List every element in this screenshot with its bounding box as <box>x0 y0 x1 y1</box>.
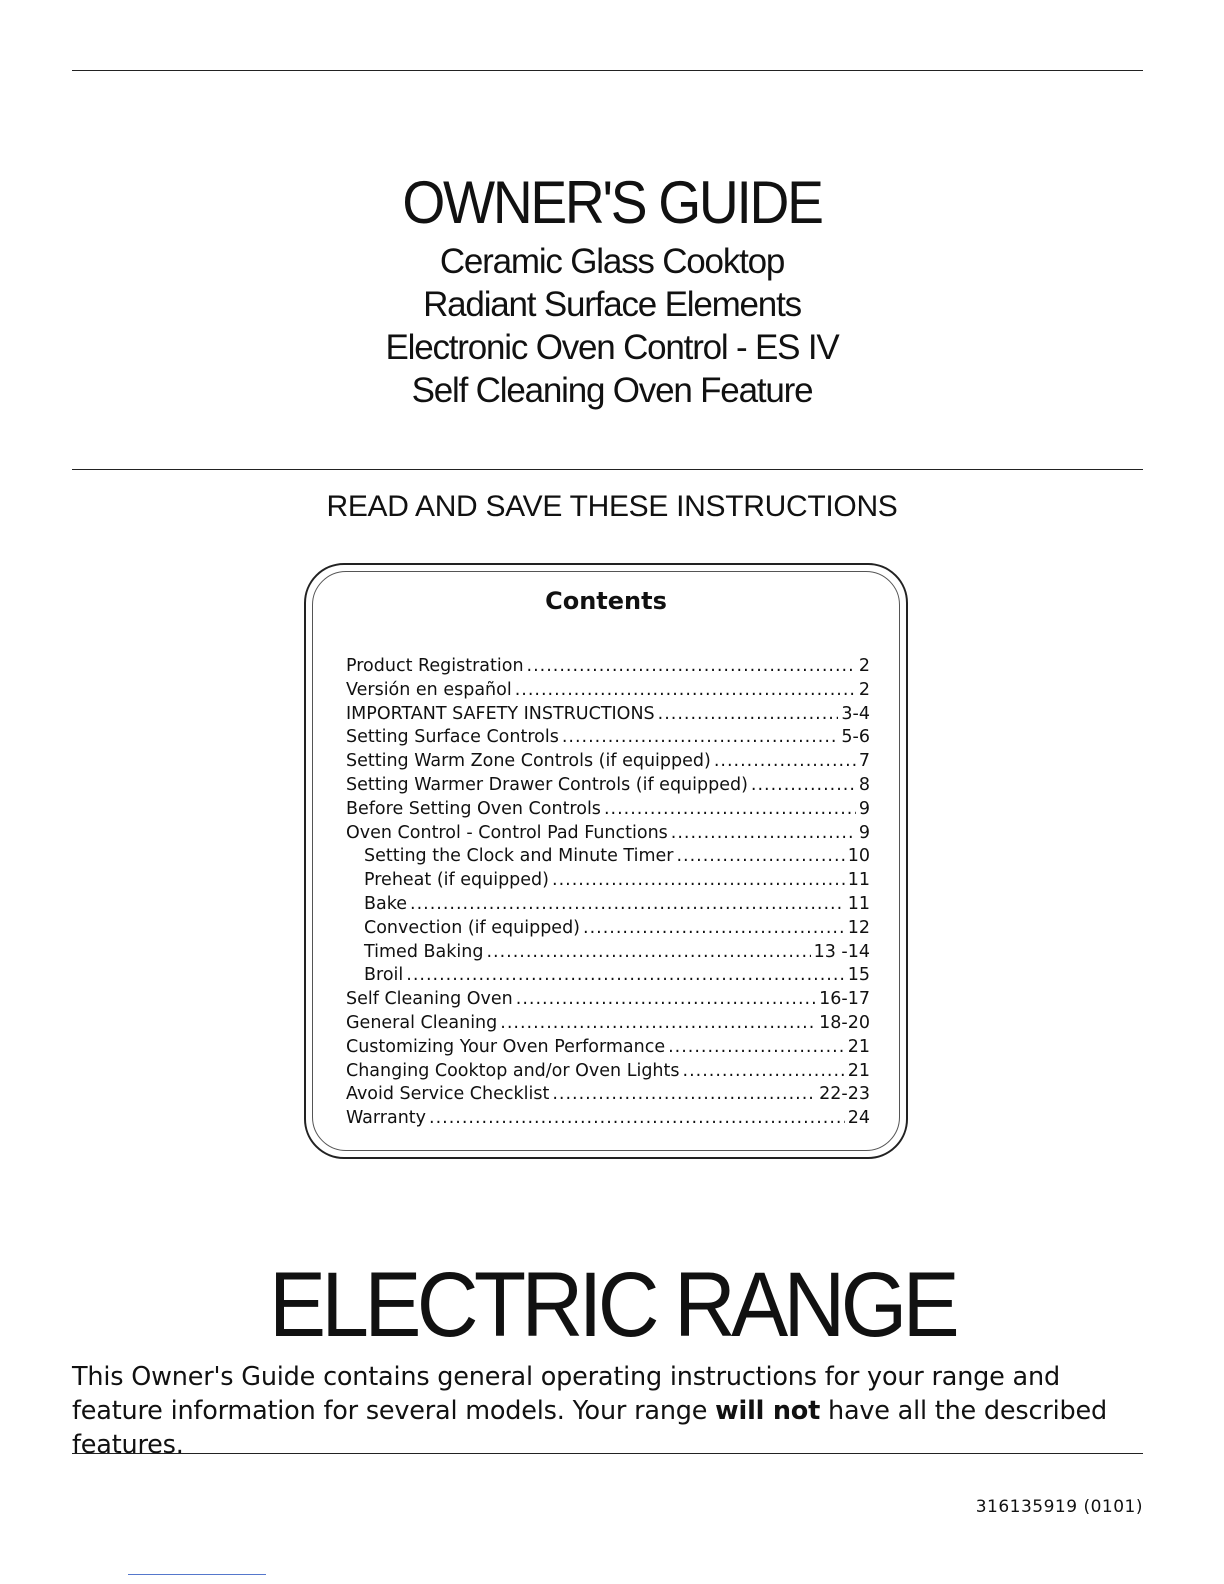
toc-item-page: 15 <box>847 965 870 986</box>
toc-item-title: Bake <box>364 893 408 914</box>
toc-leader-dots <box>751 774 856 798</box>
toc-item-page: 21 <box>847 1060 870 1081</box>
read-save-notice: READ AND SAVE THESE INSTRUCTIONS <box>326 490 898 523</box>
toc-item-page: 9 <box>858 822 870 843</box>
toc-item-title: Changing Cooktop and/or Oven Lights <box>346 1060 680 1081</box>
toc-item-title: Warranty <box>346 1108 427 1129</box>
toc-item[interactable] <box>346 1012 870 1036</box>
toc-item-page: 21 <box>847 1036 870 1057</box>
toc-item-page: 13 -14 <box>813 941 870 962</box>
toc-item-page: 11 <box>847 870 870 891</box>
toc-leader-dots <box>658 703 839 727</box>
toc-item-title: Preheat (if equipped) <box>364 870 549 891</box>
toc-item[interactable] <box>346 988 870 1012</box>
toc-item-page: 22-23 <box>819 1084 870 1105</box>
toc-item-page: 18-20 <box>819 1012 870 1033</box>
toc-leader-dots <box>410 893 845 917</box>
toc-item-page: 10 <box>847 846 870 867</box>
disclaimer-emphasis: will not <box>715 1396 821 1426</box>
toc-item[interactable] <box>346 1060 870 1084</box>
toc-item-title: Product Registration <box>346 656 524 676</box>
toc-item-page: 3-4 <box>841 703 870 724</box>
toc-item-page: 12 <box>847 917 870 938</box>
guide-title: OWNER'S GUIDE <box>402 169 822 236</box>
toc-item[interactable] <box>346 798 870 822</box>
toc-item-title: General Cleaning <box>346 1012 498 1033</box>
toc-item-title: Before Setting Oven Controls <box>346 798 601 819</box>
toc-leader-dots <box>552 1083 816 1107</box>
toc-item-page: 11 <box>847 893 870 914</box>
toc-item-page: 16-17 <box>819 989 870 1010</box>
middle-rule <box>72 469 1143 470</box>
subtitle-line-4: Self Cleaning Oven Feature <box>411 371 813 410</box>
subtitle-line-1: Ceramic Glass Cooktop <box>439 242 785 281</box>
toc-leader-dots <box>527 655 856 679</box>
toc-item-title: Avoid Service Checklist <box>346 1084 550 1105</box>
toc-item[interactable] <box>346 655 870 679</box>
toc-leader-dots <box>583 917 845 941</box>
toc-leader-dots <box>562 726 839 750</box>
toc-item-title: Customizing Your Oven Performance <box>346 1036 666 1057</box>
toc-item[interactable] <box>346 703 870 727</box>
toc-subitem[interactable] <box>346 964 870 988</box>
toc-item[interactable] <box>346 822 870 846</box>
toc-item-title: Broil <box>364 965 404 986</box>
disclaimer-text-before: This Owner's Guide contains general operating instructions for your range and feature information for several models. Your range <box>72 1362 1060 1426</box>
toc-item[interactable] <box>346 726 870 750</box>
title-block <box>0 166 1224 412</box>
toc-item-page: 2 <box>858 656 870 676</box>
toc-item-page: 7 <box>858 751 870 772</box>
toc-leader-dots <box>406 964 844 988</box>
toc-item-title: Setting the Clock and Minute Timer <box>364 846 674 867</box>
toc-item-page: 2 <box>858 679 870 700</box>
document-number: 316135919 (0101) <box>975 1497 1143 1517</box>
product-name: ELECTRIC RANGE <box>268 1254 956 1356</box>
toc-item-title: Self Cleaning Oven <box>346 989 513 1010</box>
toc-leader-dots <box>500 1012 816 1036</box>
toc-leader-dots <box>668 1036 845 1060</box>
toc-item-title: Convection (if equipped) <box>364 917 581 938</box>
toc-leader-dots <box>671 822 856 846</box>
toc-leader-dots <box>676 845 844 869</box>
toc-leader-dots <box>714 750 856 774</box>
toc-subitem[interactable] <box>346 917 870 941</box>
toc-item-page: 24 <box>847 1108 870 1129</box>
toc-subitem[interactable] <box>346 893 870 917</box>
toc-item-page: 8 <box>858 774 870 795</box>
footer-link-underline <box>128 1574 266 1575</box>
toc-item-title: Oven Control - Control Pad Functions <box>346 822 668 843</box>
toc-item[interactable] <box>346 679 870 703</box>
toc-item[interactable] <box>346 750 870 774</box>
toc-leader-dots <box>429 1107 845 1131</box>
toc-leader-dots <box>516 988 816 1012</box>
toc-leader-dots <box>515 679 856 703</box>
subtitle-line-2: Radiant Surface Elements <box>423 285 801 324</box>
toc-item-title: Timed Baking <box>364 941 484 962</box>
disclaimer-text-after: have all the described features. <box>72 1396 1107 1460</box>
toc-leader-dots <box>486 941 810 965</box>
disclaimer-paragraph <box>72 1360 1152 1462</box>
subtitle-line-3: Electronic Oven Control - ES IV <box>385 328 839 367</box>
contents-box <box>304 563 908 1159</box>
toc-subitem[interactable] <box>346 869 870 893</box>
toc-item-title: IMPORTANT SAFETY INSTRUCTIONS <box>346 703 655 724</box>
toc-item[interactable] <box>346 774 870 798</box>
toc-leader-dots <box>683 1060 845 1084</box>
toc-item-page: 5-6 <box>841 727 870 748</box>
top-rule <box>72 70 1143 71</box>
contents-heading: Contents <box>545 587 667 615</box>
toc-item-title: Setting Surface Controls <box>346 727 559 748</box>
table-of-contents <box>346 655 870 1131</box>
toc-leader-dots <box>552 869 845 893</box>
toc-item-title: Setting Warmer Drawer Controls (if equipped) <box>346 774 748 795</box>
toc-item[interactable] <box>346 1036 870 1060</box>
toc-leader-dots <box>604 798 856 822</box>
toc-subitem[interactable] <box>346 845 870 869</box>
toc-subitem[interactable] <box>346 941 870 965</box>
toc-item-title: Versión en español <box>346 679 512 700</box>
toc-item-title: Setting Warm Zone Controls (if equipped) <box>346 751 711 772</box>
toc-item-page: 9 <box>858 798 870 819</box>
toc-item[interactable] <box>346 1083 870 1107</box>
toc-item[interactable] <box>346 1107 870 1131</box>
bottom-rule <box>72 1453 1143 1454</box>
